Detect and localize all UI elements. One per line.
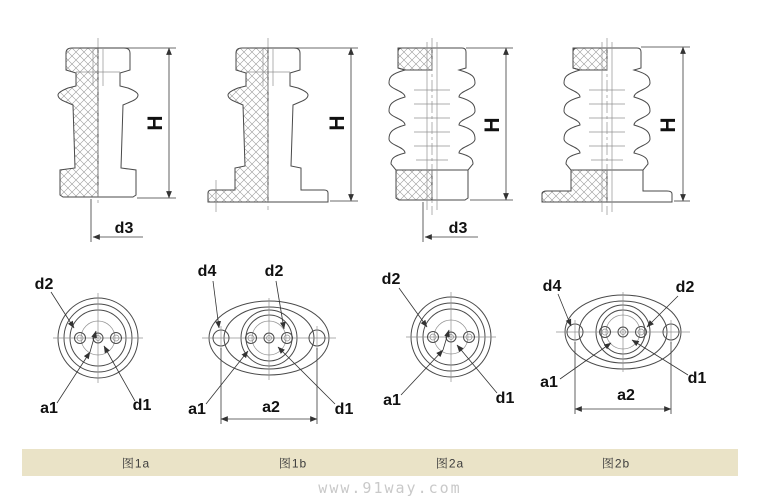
caption-fig2a: 图2a bbox=[435, 456, 465, 471]
fig2b-a1-label: a1 bbox=[540, 374, 558, 391]
fig2a-bottom-view bbox=[399, 288, 497, 395]
fig1a-leaders bbox=[51, 292, 135, 403]
fig2a-d3-label: d3 bbox=[448, 220, 468, 237]
fig1b-d1-label: d1 bbox=[334, 401, 354, 418]
fig1b-d2-label: d2 bbox=[264, 263, 284, 280]
fig2a-d1-label: d1 bbox=[495, 390, 515, 407]
fig1b-height-label: H bbox=[326, 115, 349, 131]
fig1a-height-label: H bbox=[144, 115, 167, 131]
fig2b-base-hatch bbox=[542, 170, 607, 202]
fig2a-d2-label: d2 bbox=[381, 271, 401, 288]
fig2a-height-label: H bbox=[481, 117, 504, 133]
fig1a-bottom-view bbox=[51, 292, 143, 403]
fig1b-d4-label: d4 bbox=[197, 263, 217, 280]
fig1a-d3-label: d3 bbox=[114, 220, 134, 237]
fig2b-d1-label: d1 bbox=[687, 370, 707, 387]
fig2b-height-label: H bbox=[657, 117, 680, 133]
fig1b-a1-label: a1 bbox=[188, 401, 206, 418]
fig1a-d2-label: d2 bbox=[34, 276, 54, 293]
fig1b-section-hatch bbox=[208, 48, 268, 202]
fig1a-d1-label: d1 bbox=[132, 397, 152, 414]
caption-fig1b: 图1b bbox=[278, 456, 308, 471]
fig1a-side-view bbox=[58, 38, 176, 242]
watermark-text: www.91way.com bbox=[318, 479, 462, 497]
fig2b-d2-label: d2 bbox=[675, 279, 695, 296]
caption-fig1a: 图1a bbox=[121, 456, 151, 471]
fig1b-a2-label: a2 bbox=[262, 399, 280, 416]
fig1a-a1-label: a1 bbox=[40, 400, 58, 417]
fig2a-a1-label: a1 bbox=[383, 392, 401, 409]
fig1a-outline bbox=[98, 48, 138, 197]
fig2b-a2-label: a2 bbox=[617, 387, 635, 404]
caption-fig2b: 图2b bbox=[601, 456, 631, 471]
fig1b-outline bbox=[268, 48, 328, 202]
fig2b-d4-label: d4 bbox=[542, 278, 562, 295]
fig1a-section-hatch bbox=[58, 48, 98, 197]
fig2a-side-view bbox=[389, 38, 513, 242]
fig2a-base-hatch bbox=[396, 170, 432, 200]
